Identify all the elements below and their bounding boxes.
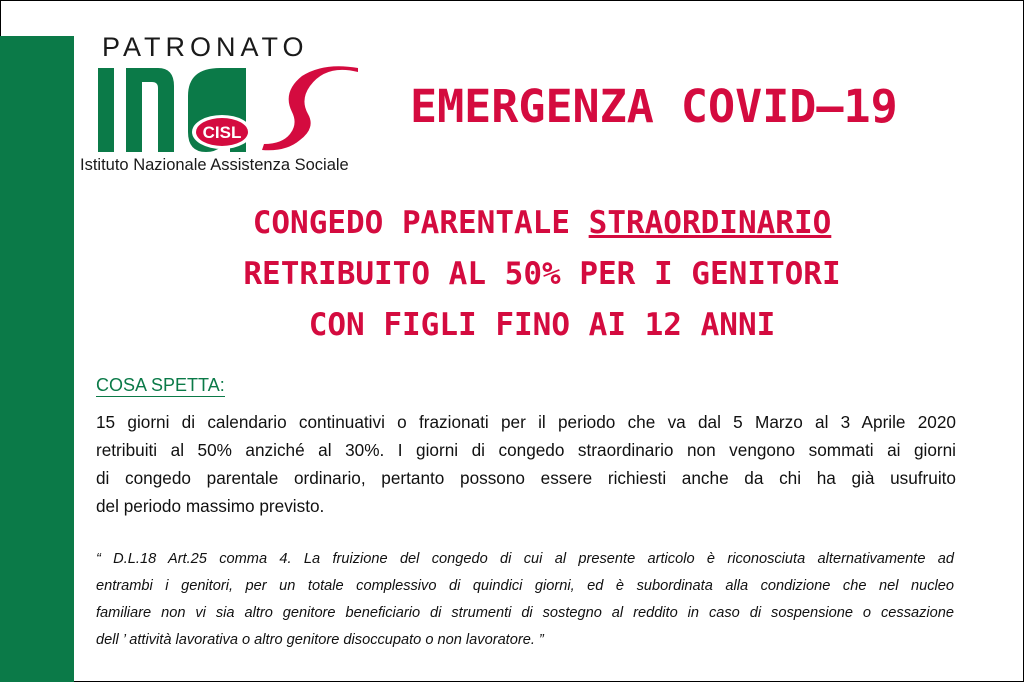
body-line: del periodo massimo previsto. bbox=[96, 496, 325, 516]
inas-wordmark-graphic bbox=[96, 66, 366, 156]
body-line: retribuiti al 50% anziché al 30%. I giorni di congedo straordinario non vengono sommati ai giorni bbox=[96, 440, 956, 460]
body-line: di congedo parentale ordinario, pertanto possono essere richiesti anche da chi ha già usufruito bbox=[96, 468, 956, 488]
page-title: EMERGENZA COVID–19 bbox=[410, 80, 898, 133]
subhead-underlined-word: STRAORDINARIO bbox=[588, 205, 832, 241]
quote-line: familiare non vi sia altro genitore beneficiario di strumenti di sostegno al reddito in caso di sospensione o cessazione bbox=[96, 605, 954, 621]
green-side-bar bbox=[0, 36, 74, 682]
quote-line: entrambi i genitori, per un totale complessivo di quindici giorni, ed è subordinata alla condizione che nel nucleo bbox=[96, 578, 954, 594]
subhead-line-1 bbox=[92, 198, 992, 249]
logo-top-text: PATRONATO bbox=[102, 32, 309, 62]
legal-quote bbox=[96, 546, 954, 654]
quote-line: dell ’ attività lavorativa o altro genitore disoccupato o non lavoratore. ” bbox=[96, 632, 544, 648]
inas-logo bbox=[80, 28, 390, 178]
quote-line: “ D.L.18 Art.25 comma 4. La fruizione del congedo di cui al presente articolo è riconosciuta alternativamente ad bbox=[96, 551, 954, 567]
section-heading: COSA SPETTA: bbox=[96, 375, 225, 395]
body-line: 15 giorni di calendario continuativi o frazionati per il periodo che va dal 5 Marzo al 3 Aprile 2020 bbox=[96, 412, 956, 432]
subhead-line-1-prefix: CONGEDO PARENTALE bbox=[252, 205, 589, 241]
subhead-line-2: RETRIBUITO AL 50% PER I GENITORI bbox=[243, 256, 841, 292]
section-body bbox=[96, 408, 956, 520]
logo-subtitle: Istituto Nazionale Assistenza Sociale bbox=[80, 156, 349, 174]
subheadline bbox=[92, 198, 992, 351]
subhead-line-3: CON FIGLI FINO AI 12 ANNI bbox=[308, 307, 776, 343]
cisl-badge-text: CISL bbox=[202, 123, 242, 142]
